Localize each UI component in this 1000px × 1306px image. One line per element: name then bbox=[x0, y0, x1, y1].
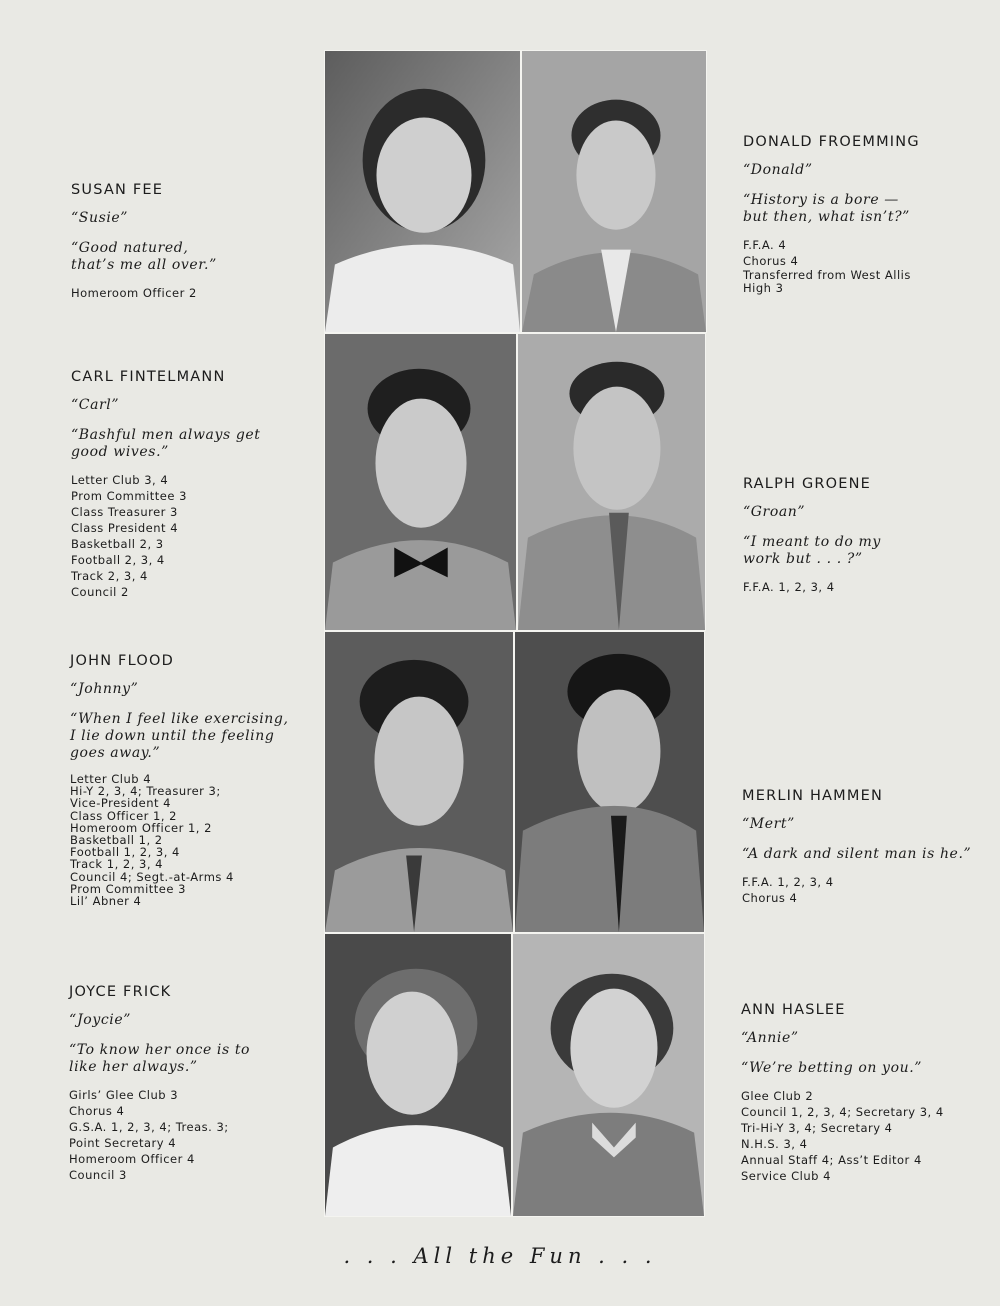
activity-item: Service Club 4 bbox=[741, 1169, 831, 1183]
activity-item: Girls’ Glee Club 3 bbox=[69, 1088, 179, 1102]
activity-item: Basketball 1, 2 bbox=[70, 833, 163, 848]
activity-list bbox=[742, 874, 992, 906]
portrait-photo-ralph-groene bbox=[517, 333, 706, 631]
student-entry-ann-haslee bbox=[741, 1002, 991, 1184]
activity-item: Class President 4 bbox=[71, 521, 179, 535]
student-entry-susan-fee bbox=[71, 182, 321, 301]
student-quote: “When I feel like exercising, I lie down until the feeling goes away.” bbox=[70, 711, 289, 761]
portrait-photo-ann-haslee bbox=[512, 933, 705, 1217]
student-name: JOYCE FRICK bbox=[69, 984, 172, 1000]
activity-item: Football 2, 3, 4 bbox=[71, 553, 165, 567]
student-nickname: “Johnny” bbox=[70, 681, 139, 697]
activity-list bbox=[71, 472, 321, 600]
student-name: ANN HASLEE bbox=[741, 1002, 846, 1018]
activity-list bbox=[741, 1088, 991, 1184]
student-name: DONALD FROEMMING bbox=[743, 134, 920, 150]
activity-item: Chorus 4 bbox=[742, 891, 798, 905]
activity-item: Chorus 4 bbox=[743, 254, 799, 268]
activity-item: Transferred from West Allis High 3 bbox=[743, 268, 911, 295]
activity-item: Homeroom Officer 4 bbox=[69, 1152, 195, 1166]
activity-item: Council 1, 2, 3, 4; Secretary 3, 4 bbox=[741, 1105, 944, 1119]
student-quote: “Good natured, that’s me all over.” bbox=[71, 240, 217, 273]
portrait-photo-donald-froemming bbox=[521, 50, 707, 333]
portrait-photo-merlin-hammen bbox=[514, 631, 705, 933]
activity-item: Football 1, 2, 3, 4 bbox=[70, 845, 180, 860]
student-name: RALPH GROENE bbox=[743, 476, 872, 492]
student-nickname: “Annie” bbox=[741, 1030, 799, 1046]
activity-item: F.F.A. 1, 2, 3, 4 bbox=[742, 875, 834, 889]
activity-item: Homeroom Officer 2 bbox=[71, 286, 197, 300]
activity-item: Track 1, 2, 3, 4 bbox=[70, 857, 163, 872]
student-entry-carl-fintelmann bbox=[71, 369, 321, 600]
activity-item: Council 2 bbox=[71, 585, 129, 599]
activity-item: Prom Committee 3 bbox=[71, 489, 187, 503]
activity-item: Homeroom Officer 1, 2 bbox=[70, 820, 212, 835]
student-quote: “A dark and silent man is he.” bbox=[742, 846, 972, 862]
student-name: CARL FINTELMANN bbox=[71, 369, 226, 385]
activity-item: F.F.A. 1, 2, 3, 4 bbox=[743, 580, 835, 594]
student-nickname: “Susie” bbox=[71, 210, 129, 226]
student-entry-donald-froemming bbox=[743, 134, 993, 295]
student-nickname: “Mert” bbox=[742, 816, 795, 832]
student-entry-joyce-frick bbox=[69, 984, 319, 1183]
activity-item: G.S.A. 1, 2, 3, 4; Treas. 3; Point Secretary 4 bbox=[69, 1120, 229, 1150]
student-quote: “History is a bore — but then, what isn’t?” bbox=[743, 192, 910, 225]
activity-item: Prom Committee 3 bbox=[70, 881, 186, 896]
activity-item: Letter Club 3, 4 bbox=[71, 473, 169, 487]
activity-item: Council 3 bbox=[69, 1168, 127, 1182]
activity-item: Council 4; Segt.-at-Arms 4 bbox=[70, 869, 234, 884]
student-entry-merlin-hammen bbox=[742, 788, 992, 906]
activity-item: Lil’ Abner 4 bbox=[70, 894, 142, 909]
activity-item: N.H.S. 3, 4 bbox=[741, 1137, 808, 1151]
activity-list bbox=[743, 237, 993, 295]
student-name: JOHN FLOOD bbox=[70, 653, 174, 669]
student-nickname: “Carl” bbox=[71, 397, 120, 413]
student-quote: “To know her once is to like her always.” bbox=[69, 1042, 251, 1075]
activity-item: Class Treasurer 3 bbox=[71, 505, 178, 519]
student-name: MERLIN HAMMEN bbox=[742, 788, 884, 804]
activity-item: Chorus 4 bbox=[69, 1104, 125, 1118]
activity-item: Letter Club 4 bbox=[70, 772, 152, 786]
activity-list bbox=[71, 285, 321, 301]
student-quote: “Bashful men always get good wives.” bbox=[71, 427, 261, 460]
activity-item: Class Officer 1, 2 bbox=[70, 808, 177, 823]
student-quote: “I meant to do my work but . . . ?” bbox=[743, 534, 881, 567]
activity-item: Glee Club 2 bbox=[741, 1089, 814, 1103]
activity-item: Tri-Hi-Y 3, 4; Secretary 4 bbox=[741, 1121, 893, 1135]
portrait-photo-carl-fintelmann bbox=[324, 333, 517, 631]
student-nickname: “Donald” bbox=[743, 162, 813, 178]
activity-list bbox=[743, 579, 993, 595]
student-entry-ralph-groene bbox=[743, 476, 993, 595]
activity-item: Track 2, 3, 4 bbox=[71, 569, 148, 583]
activity-item: F.F.A. 4 bbox=[743, 238, 787, 252]
portrait-photo-susan-fee bbox=[324, 50, 521, 333]
page-footer-caption: . . . All the Fun . . . bbox=[343, 1244, 657, 1268]
student-nickname: “Joycie” bbox=[69, 1012, 131, 1028]
student-name: SUSAN FEE bbox=[71, 182, 164, 198]
student-entry-john-flood bbox=[70, 653, 315, 907]
student-quote: “We’re betting on you.” bbox=[741, 1060, 923, 1076]
activity-list bbox=[69, 1087, 319, 1183]
activity-item: Basketball 2, 3 bbox=[71, 537, 164, 551]
activity-list bbox=[70, 773, 315, 907]
portrait-photo-joyce-frick bbox=[324, 933, 512, 1217]
portrait-photo-john-flood bbox=[324, 631, 514, 933]
activity-item: Hi-Y 2, 3, 4; Treasurer 3; Vice-President 4 bbox=[70, 784, 221, 811]
activity-item: Annual Staff 4; Ass’t Editor 4 bbox=[741, 1153, 922, 1167]
student-nickname: “Groan” bbox=[743, 504, 806, 520]
